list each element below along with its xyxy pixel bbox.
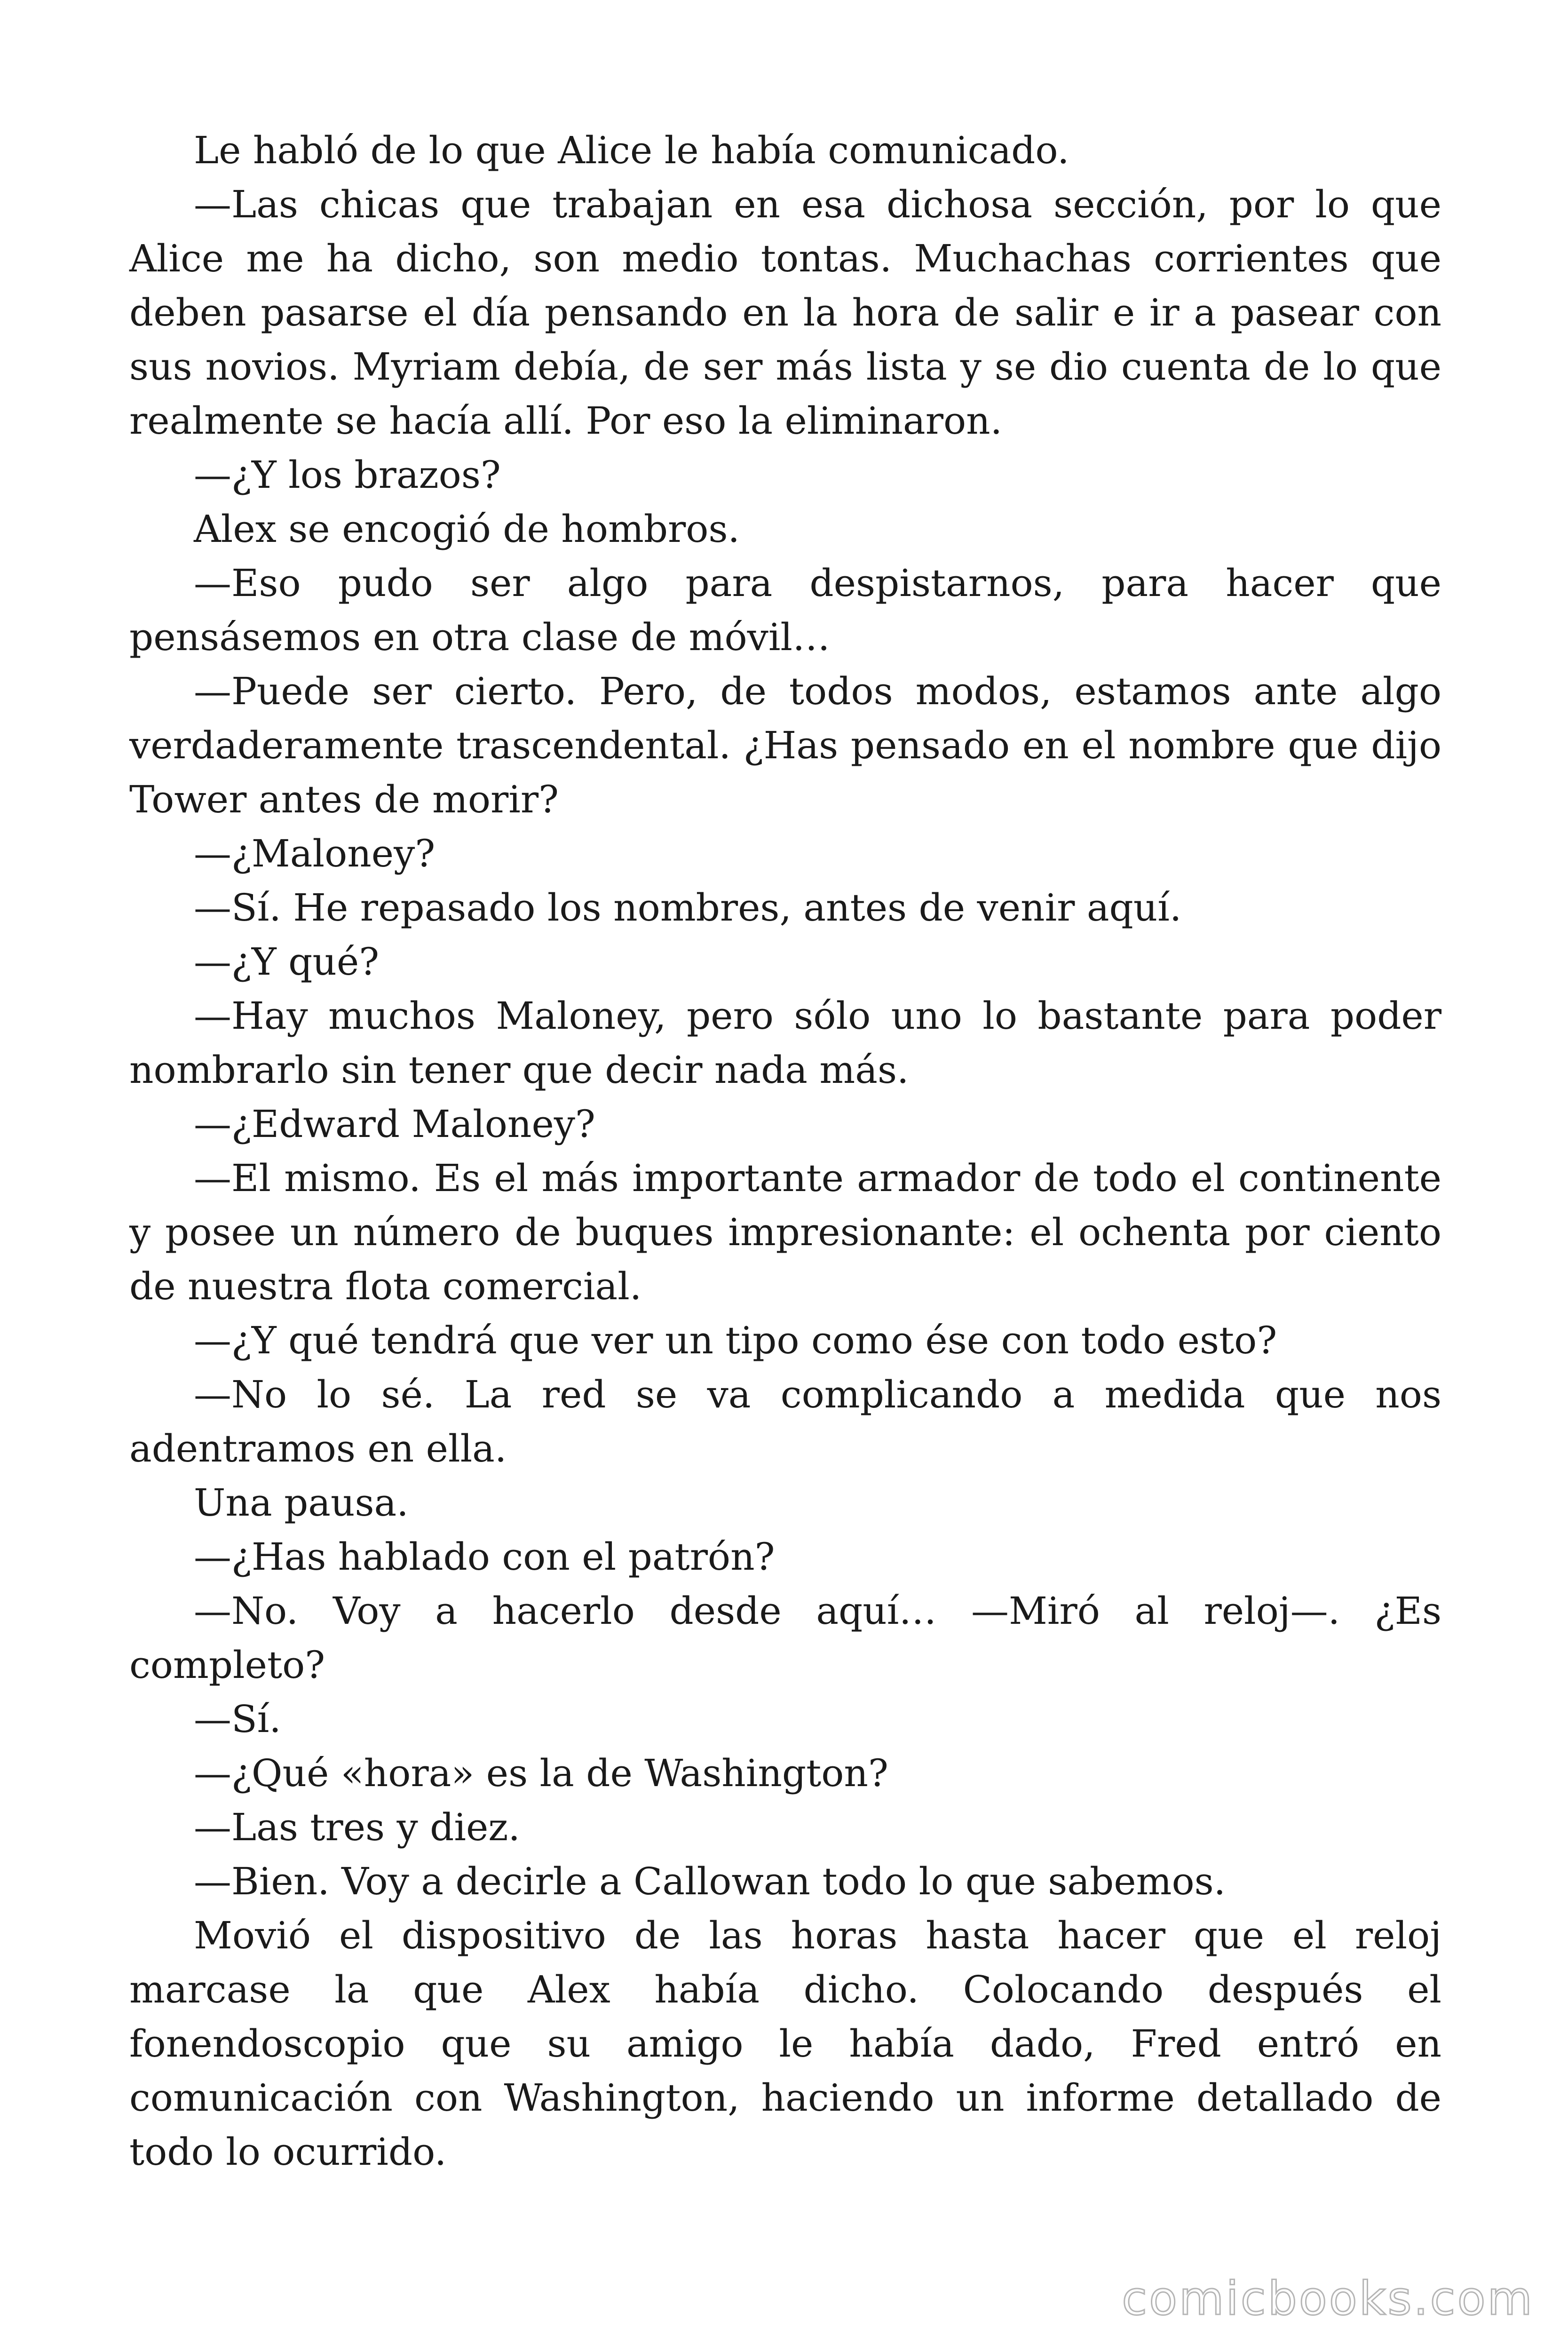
paragraph: —¿Y qué?: [194, 940, 380, 984]
paragraph: —¿Y los brazos?: [194, 453, 501, 497]
paragraph: —¿Y qué tendrá que ver un tipo como ése con todo esto?: [194, 1319, 1277, 1362]
paragraph: —No. Voy a hacerlo desde aquí… —Miró al reloj—. ¿Es completo?: [129, 1589, 1441, 1687]
paragraph: Le habló de lo que Alice le había comunicado.: [194, 128, 1069, 172]
paragraph: Alex se encogió de hombros.: [194, 507, 740, 551]
book-page-text: [129, 123, 1441, 2179]
paragraph: —Las chicas que trabajan en esa dichosa sección, por lo que Alice me ha dicho, son medio tontas. Muchachas corrientes que deben pasarse el día pensando en la hora de salir e ir a pasear con sus novios. Myriam debía, de ser más lista y se dio cuenta de lo que realmente se hacía allí. Por eso la eliminaron.: [129, 183, 1441, 443]
watermark: comicbooks.com: [1122, 2272, 1534, 2326]
paragraph: —El mismo. Es el más importante armador de todo el continente y posee un número de buques impresionante: el ochenta por ciento de nuestra flota comercial.: [129, 1156, 1441, 1308]
paragraph: —Sí.: [194, 1697, 281, 1741]
paragraph: —No lo sé. La red se va complicando a medida que nos adentramos en ella.: [129, 1373, 1441, 1470]
paragraph: —¿Edward Maloney?: [194, 1102, 595, 1146]
paragraph: —Eso pudo ser algo para despistarnos, para hacer que pensásemos en otra clase de móvil…: [129, 561, 1441, 659]
paragraph: —¿Has hablado con el patrón?: [194, 1535, 775, 1579]
paragraph: Movió el dispositivo de las horas hasta hacer que el reloj marcase la que Alex había dicho. Colocando después el fonendoscopio que su amigo le había dado, Fred entró en comunicación con Washington, haciendo un informe detallado de todo lo ocurrido.: [129, 1914, 1441, 2174]
paragraph: Una pausa.: [194, 1481, 409, 1525]
paragraph: —¿Qué «hora» es la de Washington?: [194, 1751, 888, 1795]
paragraph: —Sí. He repasado los nombres, antes de venir aquí.: [194, 886, 1182, 930]
paragraph: —Hay muchos Maloney, pero sólo uno lo bastante para poder nombrarlo sin tener que decir nada más.: [129, 994, 1441, 1092]
paragraph: —Las tres y diez.: [194, 1805, 520, 1849]
paragraph: —Puede ser cierto. Pero, de todos modos, estamos ante algo verdaderamente trascendental. ¿Has pensado en el nombre que dijo Tower antes de morir?: [129, 669, 1441, 821]
paragraph: —¿Maloney?: [194, 832, 436, 875]
paragraph: —Bien. Voy a decirle a Callowan todo lo que sabemos.: [194, 1859, 1226, 1903]
